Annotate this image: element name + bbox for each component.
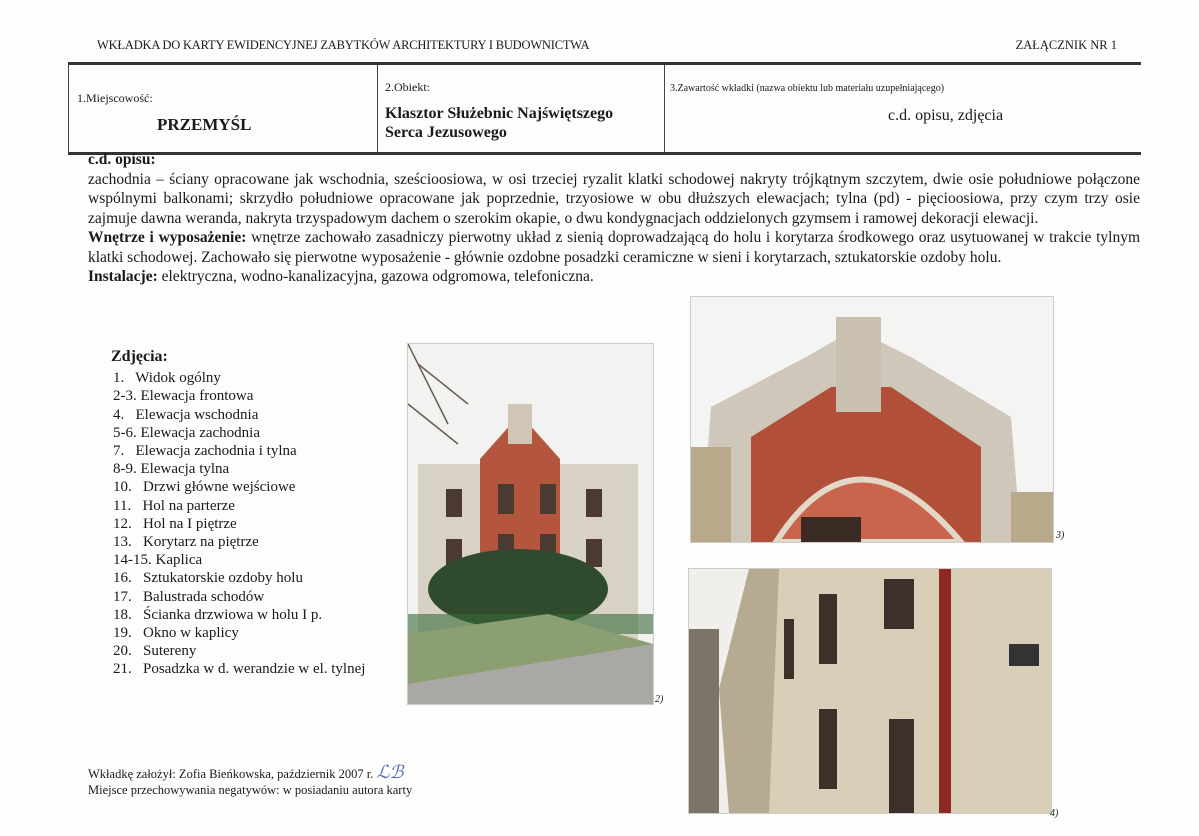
contents-label: 3.Zawartość wkładki (nazwa obiektu lub materiału uzupełniającego)	[670, 83, 945, 94]
photo-list-item: 2-3. Elewacja frontowa	[113, 388, 254, 405]
description-text: zachodnia – ściany opracowane jak wschodnia, sześcioosiowa, w osi trzeciej ryzalit klatki schodowej nakryty trójkątnym szczytem, dwie osie południowe połączone wspólnymi balkonami; skrzydło południowe opracowane jak poprzednie, trzyosiowe w obu dłuższych elewacjach; tylna (pd) - pięcioosiowa, przy czym trzy osie zajmuje dawna weranda, nakryta trzyspadowym dachem o szerokim okapie, o dwu kondygnacjach oddzielonych gzymsem i ramowej dekoracji elewacji.	[88, 170, 1140, 227]
negatives-location: Miejsce przechowywania negatywów: w posiadaniu autora karty	[88, 783, 413, 797]
photo-list-item: 21. Posadzka w d. werandzie w el. tylnej	[113, 661, 366, 678]
object-cell	[377, 65, 665, 152]
author-text: Wkładkę założył: Zofia Bieńkowska, październik 2007 r.	[88, 767, 374, 781]
photo-list-title: Zdjęcia:	[111, 348, 168, 365]
photo-list-item: 12. Hol na I piętrze	[113, 515, 237, 532]
photo-front-gable	[690, 296, 1054, 543]
description-section	[88, 150, 1140, 287]
installations-text: elektryczna, wodno-kanalizacyjna, gazowa odgromowa, telefoniczna.	[157, 268, 594, 285]
photo-list-item: 18. Ścianka drzwiowa w holu I p.	[113, 606, 323, 623]
interior-label: Wnętrze i wyposażenie:	[88, 229, 247, 246]
photo-list-item: 10. Drzwi główne wejściowe	[113, 479, 296, 496]
interior-text: wnętrze zachowało zasadniczy pierwotny układ z sienią doprowadzającą do holu i korytarza środkowego oraz usytuowanej w trakcie tylnym klatki schodowej. Zachowało się pierwotne wyposażenie - głównie ozdobne posadzki ceramiczne w sieni i korytarzach, sztukatorskie ozdoby holu.	[88, 229, 1140, 266]
object-label: 2.Obiekt:	[385, 80, 430, 94]
photo-list-item: 11. Hol na parterze	[113, 497, 235, 514]
photo-general-view	[407, 343, 654, 705]
contents-value: c.d. opisu, zdjęcia	[888, 107, 1004, 124]
photo-list-item: 14-15. Kaplica	[113, 552, 203, 569]
footer	[88, 764, 412, 798]
photo-list-item: 16. Sztukatorskie ozdoby holu	[113, 570, 303, 587]
photo-list-item: 17. Balustrada schodów	[113, 588, 265, 605]
photo-list-item: 19. Okno w kaplicy	[113, 625, 239, 642]
photo-caption: 2)	[655, 694, 664, 705]
locality-cell	[69, 65, 378, 152]
photo-caption: 3)	[1056, 530, 1065, 541]
object-value	[385, 104, 613, 142]
photo-list-item: 4. Elewacja wschodnia	[113, 406, 259, 423]
photo-list	[113, 348, 365, 679]
author-line	[88, 764, 412, 782]
description-heading: c.d. opisu:	[88, 151, 156, 168]
locality-label: 1.Miejscowość:	[77, 91, 153, 105]
photo-east-elevation	[688, 568, 1052, 814]
object-line-2: Serca Jezusowego	[385, 124, 507, 141]
installations-label: Instalacje:	[88, 268, 158, 285]
photo-list-item: 5-6. Elewacja zachodnia	[113, 424, 261, 441]
photo-list-item: 20. Sutereny	[113, 643, 197, 660]
document-title: WKŁADKA DO KARTY EWIDENCYJNEJ ZABYTKÓW ARCHITEKTURY I BUDOWNICTWA	[97, 38, 590, 52]
locality-value: PRZEMYŚL	[157, 115, 252, 134]
header-table	[68, 62, 1141, 155]
contents-cell	[664, 65, 1141, 152]
object-line-1: Klasztor Służebnic Najświętszego	[385, 105, 614, 122]
photo-list-item: 8-9. Elewacja tylna	[113, 461, 230, 478]
photo-list-item: 7. Elewacja zachodnia i tylna	[113, 443, 297, 460]
photo-caption: 4)	[1050, 808, 1059, 819]
photo-list-item: 13. Korytarz na piętrze	[113, 534, 259, 551]
annex-number: ZAŁĄCZNIK NR 1	[1015, 38, 1117, 52]
photo-list-item: 1. Widok ogólny	[113, 370, 221, 387]
signature: ℒℬ	[376, 762, 404, 782]
